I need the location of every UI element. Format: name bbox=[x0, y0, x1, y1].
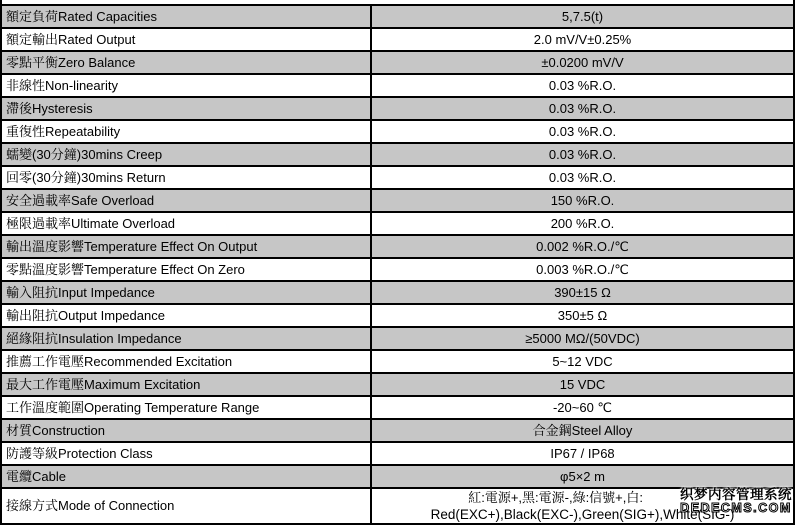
row-value: ≥5000 MΩ/(50VDC) bbox=[525, 331, 640, 346]
table-row bbox=[2, 328, 793, 351]
table-row bbox=[2, 420, 793, 443]
connection-wire-colors-en: Red(EXC+),Black(EXC-),Green(SIG+),White(SIG-) bbox=[430, 507, 735, 522]
row-value: φ5×2 m bbox=[560, 469, 605, 484]
row-label: 零點溫度影響Temperature Effect On Zero bbox=[2, 259, 372, 280]
row-label: 零點平衡Zero Balance bbox=[2, 52, 372, 73]
row-label: 推薦工作電壓Recommended Excitation bbox=[2, 351, 372, 372]
table-row bbox=[2, 236, 793, 259]
table-row bbox=[2, 397, 793, 420]
connection-value bbox=[372, 489, 793, 523]
specification-table bbox=[0, 4, 795, 525]
row-value: 0.003 %R.O./℃ bbox=[536, 262, 629, 277]
row-value: 0.03 %R.O. bbox=[548, 78, 617, 93]
row-label: 最大工作電壓Maximum Excitation bbox=[2, 374, 372, 395]
row-label: 輸出阻抗Output Impedance bbox=[2, 305, 372, 326]
table-row bbox=[2, 167, 793, 190]
row-value: -20~60 ℃ bbox=[552, 400, 613, 415]
row-value: 200 %R.O. bbox=[550, 216, 615, 231]
row-label: 額定輸出Rated Output bbox=[2, 29, 372, 50]
row-value: 合金鋼Steel Alloy bbox=[532, 423, 633, 438]
table-row bbox=[2, 466, 793, 489]
table-row bbox=[2, 351, 793, 374]
table-row bbox=[2, 6, 793, 29]
table-row bbox=[2, 259, 793, 282]
row-label: 極限過載率Ultimate Overload bbox=[2, 213, 372, 234]
table-row bbox=[2, 75, 793, 98]
row-label: 安全過載率Safe Overload bbox=[2, 190, 372, 211]
table-row bbox=[2, 282, 793, 305]
row-value: IP67 / IP68 bbox=[550, 446, 615, 461]
table-row bbox=[2, 443, 793, 466]
row-label: 非線性Non-linearity bbox=[2, 75, 372, 96]
row-value: 390±15 Ω bbox=[554, 285, 611, 300]
row-value: 15 VDC bbox=[559, 377, 606, 392]
row-label: 工作溫度範圍Operating Temperature Range bbox=[2, 397, 372, 418]
table-row bbox=[2, 305, 793, 328]
row-value: 0.03 %R.O. bbox=[548, 124, 617, 139]
row-label: 防護等級Protection Class bbox=[2, 443, 372, 464]
row-value: 2.0 mV/V±0.25% bbox=[533, 32, 632, 47]
connection-label: 接線方式Mode of Connection bbox=[2, 489, 372, 523]
watermark-domain-text: DEDECMS.COM bbox=[680, 501, 792, 515]
row-label: 回零(30分鐘)30mins Return bbox=[2, 167, 372, 188]
row-value: ±0.0200 mV/V bbox=[541, 55, 624, 70]
row-label: 額定負荷Rated Capacities bbox=[2, 6, 372, 27]
row-label: 重復性Repeatability bbox=[2, 121, 372, 142]
row-value: 0.03 %R.O. bbox=[548, 101, 617, 116]
row-label: 絕緣阻抗Insulation Impedance bbox=[2, 328, 372, 349]
row-value: 350±5 Ω bbox=[557, 308, 608, 323]
row-label: 蠕變(30分鐘)30mins Creep bbox=[2, 144, 372, 165]
row-label: 材質Construction bbox=[2, 420, 372, 441]
row-value: 0.03 %R.O. bbox=[548, 170, 617, 185]
row-label: 輸出溫度影響Temperature Effect On Output bbox=[2, 236, 372, 257]
table-row bbox=[2, 213, 793, 236]
row-value: 150 %R.O. bbox=[550, 193, 615, 208]
table-row bbox=[2, 374, 793, 397]
table-row bbox=[2, 29, 793, 52]
table-row bbox=[2, 52, 793, 75]
table-row-connection bbox=[2, 489, 793, 525]
connection-wire-colors-cn: 紅:電源+,黑:電源-,綠:信號+,白: bbox=[468, 490, 643, 505]
row-label: 滯後Hysteresis bbox=[2, 98, 372, 119]
table-row bbox=[2, 98, 793, 121]
row-value: 0.002 %R.O./℃ bbox=[536, 239, 629, 254]
spec-table-rows bbox=[2, 6, 793, 489]
row-value: 5,7.5(t) bbox=[561, 9, 604, 24]
row-label: 電纜Cable bbox=[2, 466, 372, 487]
table-row bbox=[2, 190, 793, 213]
row-value: 5~12 VDC bbox=[552, 354, 613, 369]
row-label: 輸入阻抗Input Impedance bbox=[2, 282, 372, 303]
watermark-cn-text: 织梦内容管理系统 bbox=[680, 487, 792, 502]
table-row bbox=[2, 144, 793, 167]
row-value: 0.03 %R.O. bbox=[548, 147, 617, 162]
table-row bbox=[2, 121, 793, 144]
